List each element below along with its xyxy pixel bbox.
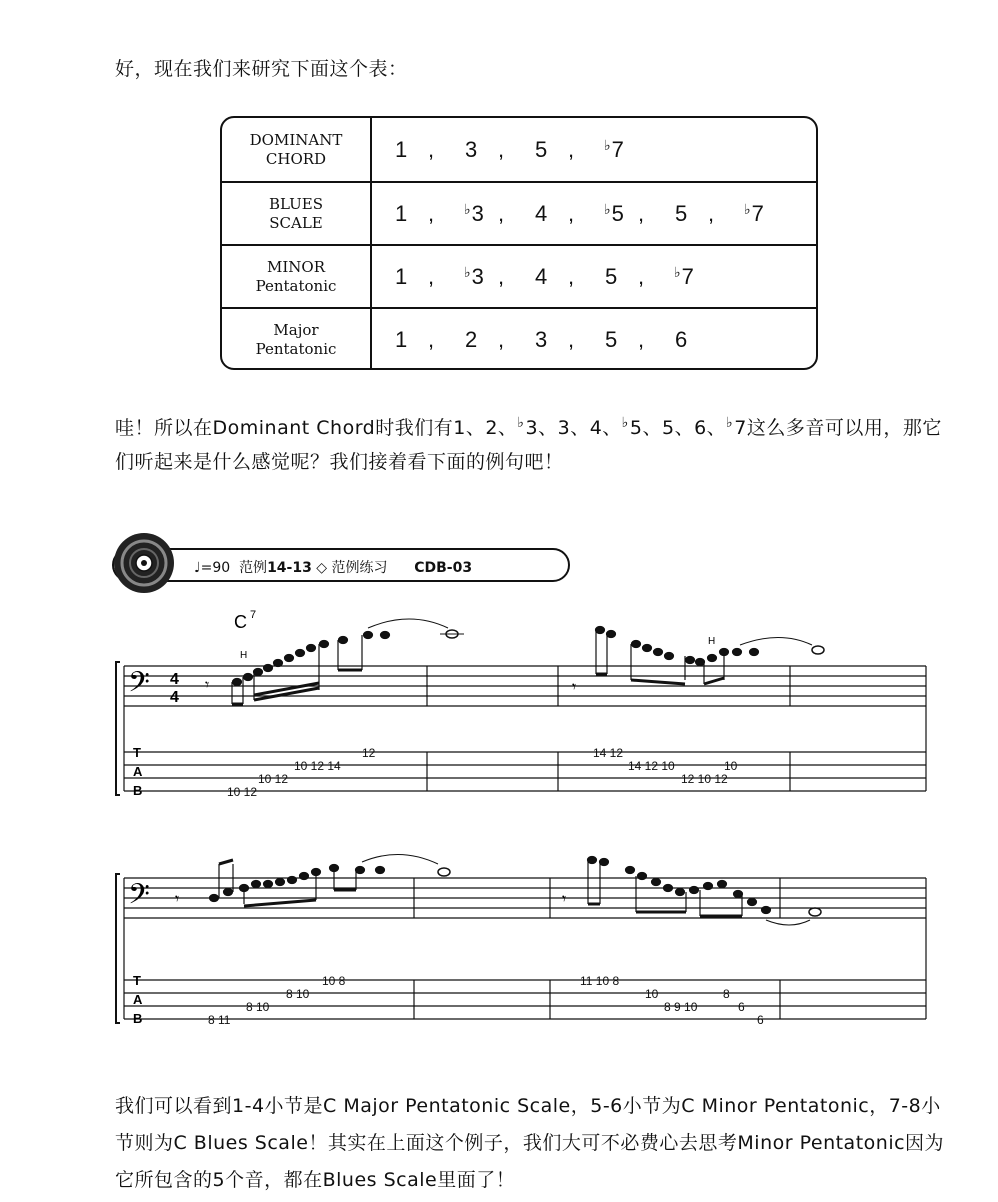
scale-degree [604, 137, 638, 163]
degree-number: 1 [395, 326, 408, 352]
scale-row [222, 244, 816, 307]
degree-number: 7 [611, 136, 624, 162]
scale-name-line: Pentatonic [255, 339, 337, 358]
flat-sign: ♭ [517, 415, 525, 431]
note-separator: , [638, 326, 645, 352]
scale-degree [464, 201, 498, 227]
scale-degree [464, 327, 498, 353]
scale-row [222, 181, 816, 244]
degree-number: 2 [465, 326, 478, 352]
degree-number: 3 [471, 263, 484, 289]
eighth-rest: 𝄾 [205, 677, 210, 694]
flat-sign: ♭ [726, 415, 734, 431]
tab-fret: 8 9 10 [664, 1000, 698, 1014]
flat-sign: ♭ [744, 200, 751, 217]
para2-part: 3、3、4、 [525, 417, 622, 439]
chord-extension: 7 [250, 609, 257, 621]
scale-degree [604, 264, 638, 290]
tab-fret: 8 10 [286, 987, 310, 1001]
scale-notes [394, 309, 708, 370]
practice-label: 范例练习 [331, 560, 388, 576]
note-separator: , [428, 200, 435, 226]
degree-number: 5 [675, 200, 688, 226]
tab-letter: A [133, 764, 143, 779]
eighth-rest: 𝄾 [175, 891, 180, 908]
scale-name-line: Pentatonic [255, 276, 337, 295]
scale-name [222, 246, 372, 307]
time-sig-top: 4 [170, 671, 179, 688]
tab-letter: T [133, 745, 141, 760]
scale-name-line: DOMINANT [249, 130, 343, 149]
tab-fret: 10 12 14 [294, 759, 341, 773]
scale-degree [534, 137, 568, 163]
time-sig-bottom: 4 [170, 689, 179, 706]
flat-sign: ♭ [621, 415, 629, 431]
degree-number: 3 [535, 326, 548, 352]
tab-fret: 14 12 [593, 746, 624, 760]
scale-name-line: MINOR [266, 257, 325, 276]
example-label: 范例 [239, 560, 268, 576]
scale-degree [394, 201, 428, 227]
scale-name-line: Major [273, 320, 319, 339]
hammer-on-mark: H [240, 650, 248, 661]
degree-number: 1 [395, 200, 408, 226]
scale-name [222, 183, 372, 244]
scale-degree [464, 264, 498, 290]
degree-number: 5 [605, 326, 618, 352]
degree-number: 3 [465, 136, 478, 162]
degree-number: 3 [471, 200, 484, 226]
note-separator: , [428, 136, 435, 162]
scale-degree [674, 327, 708, 353]
tempo-marking: ♩=90 [194, 560, 231, 576]
scale-name-line: BLUES [268, 194, 324, 213]
note-separator: , [568, 136, 575, 162]
note-separator: , [498, 263, 505, 289]
scale-notes [394, 183, 778, 244]
para2-part: 5、5、6、 [629, 417, 727, 439]
diamond-icon: ◇ [316, 560, 328, 576]
degree-number: 4 [535, 200, 548, 226]
degree-number: 7 [681, 263, 694, 289]
note-separator: , [428, 326, 435, 352]
scale-row [222, 118, 816, 181]
tab-fret: 8 11 [208, 1013, 231, 1027]
scale-name-line: SCALE [269, 213, 323, 232]
note-separator: , [568, 200, 575, 226]
hammer-on-mark: H [708, 636, 716, 647]
score-system-2 [0, 840, 998, 1040]
note-separator: , [638, 200, 645, 226]
bass-clef-icon: 𝄢 [128, 667, 150, 705]
eighth-rest: 𝄾 [562, 891, 567, 908]
scale-row [222, 307, 816, 370]
tab-fret: 11 10 8 [580, 974, 620, 988]
tab-fret: 10 [724, 759, 738, 773]
cd-track: CDB-03 [414, 560, 473, 576]
tab-fret: 10 12 [258, 772, 289, 786]
tab-fret: 14 12 10 [628, 759, 675, 773]
tab-letter: B [133, 1011, 143, 1026]
scale-degree [394, 264, 428, 290]
note-separator: , [708, 200, 715, 226]
scale-degree [394, 137, 428, 163]
score-system-1 [0, 600, 998, 810]
flat-sign: ♭ [464, 200, 471, 217]
tab-fret: 12 [362, 746, 376, 760]
scale-degree [604, 327, 638, 353]
scale-degree [674, 201, 708, 227]
note-separator: , [428, 263, 435, 289]
scale-notes [394, 118, 638, 181]
example-number: 14-13 [267, 560, 312, 576]
degree-number: 5 [605, 263, 618, 289]
chord-symbol: C [234, 612, 247, 632]
explanation-paragraph: 我们可以看到1-4小节是C Major Pentatonic Scale，5-6小节为C Minor Pentatonic，7-8小节则为C Blues Scale！其实在上面这个例子，我们大可不必费心去思考Minor Pentatonic因为它所包含的5个音，都在Blues Scale里面了！ [115, 1095, 945, 1191]
degree-number: 4 [535, 263, 548, 289]
scale-degree [674, 264, 708, 290]
tab-fret: 10 [645, 987, 659, 1001]
degree-number: 5 [535, 136, 548, 162]
flat-sign: ♭ [674, 263, 681, 280]
tab-fret: 10 12 [227, 785, 258, 799]
cd-icon [109, 528, 179, 598]
tab-fret: 8 [723, 987, 730, 1001]
tab-fret: 8 10 [246, 1000, 270, 1014]
scale-degree [464, 137, 498, 163]
scale-notes [394, 246, 708, 307]
note-separator: , [568, 263, 575, 289]
scale-degree [744, 201, 778, 227]
bass-clef-icon: 𝄢 [128, 879, 150, 917]
example-banner [112, 548, 570, 582]
tab-letter: A [133, 992, 143, 1007]
tab-fret: 12 10 12 [681, 772, 728, 786]
tab-letter: B [133, 783, 143, 798]
scale-name-line: CHORD [265, 149, 327, 168]
degree-number: 1 [395, 263, 408, 289]
tab-fret: 10 8 [322, 974, 346, 988]
tab-fret: 6 [738, 1000, 745, 1014]
scale-degree [534, 201, 568, 227]
tab-letter: T [133, 973, 141, 988]
dominant-notes-paragraph [115, 406, 945, 479]
tab-fret: 6 [757, 1013, 764, 1027]
note-separator: , [498, 136, 505, 162]
note-separator: , [568, 326, 575, 352]
note-separator: , [638, 263, 645, 289]
intro-text: 好，现在我们来研究下面这个表： [115, 58, 408, 80]
scale-name [222, 118, 372, 181]
flat-sign: ♭ [604, 136, 611, 153]
para2-part: 7这么多音可以用，那它们听起来是什么感觉呢？我们接着看下面的例句吧！ [115, 417, 942, 473]
flat-sign: ♭ [464, 263, 471, 280]
para2-part: 哇！所以在Dominant Chord时我们有1、2、 [115, 417, 518, 439]
degree-number: 7 [751, 200, 764, 226]
scale-degree [534, 327, 568, 353]
eighth-rest: 𝄾 [572, 679, 577, 696]
degree-number: 5 [611, 200, 624, 226]
scale-degree [534, 264, 568, 290]
scale-degree [604, 201, 638, 227]
scale-degree [394, 327, 428, 353]
degree-number: 6 [675, 326, 688, 352]
note-separator: , [498, 326, 505, 352]
degree-number: 1 [395, 136, 408, 162]
flat-sign: ♭ [604, 200, 611, 217]
scale-table [220, 116, 818, 370]
note-separator: , [498, 200, 505, 226]
scale-name [222, 309, 372, 370]
